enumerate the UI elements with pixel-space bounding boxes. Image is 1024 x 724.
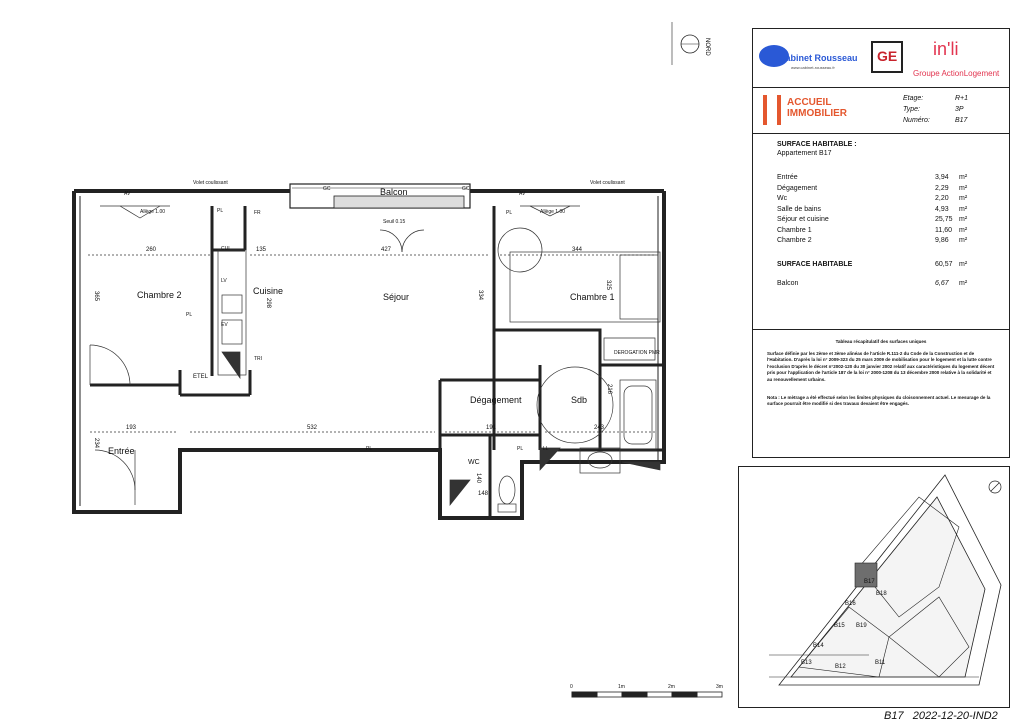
dim-135: 135 — [256, 247, 267, 253]
surface-name: Séjour et cuisine — [777, 216, 829, 223]
label-tri: TRI — [254, 356, 263, 362]
dim-234: 234 — [93, 437, 100, 449]
surface-value: 2,20 — [935, 195, 949, 202]
surface-unit: m² — [959, 205, 968, 213]
surface-value: 11,60 — [935, 226, 952, 234]
surface-value: 2,29 — [935, 184, 949, 192]
surface-row — [777, 184, 987, 195]
dim-334: 334 — [477, 289, 484, 301]
room-sdb: Sdb — [571, 395, 588, 405]
logo-inli: in'li Groupe ActionLogement — [913, 39, 1000, 78]
dim-260: 260 — [146, 247, 157, 253]
key-b13: B13 — [801, 660, 812, 666]
surface-unit: m² — [959, 237, 968, 244]
surface-unit: m² — [959, 216, 968, 223]
label-gc-1: GC — [323, 186, 331, 192]
notes-title: Tableau récapitulatif des surfaces uniques — [835, 339, 927, 344]
notes-body: Surface définie par les 2ème et 3ème alinéas de l'article R.111-2 du Code de la Construction et de l'Habitation. D'après la loi n° 2009-323 du 25 mars 2009 de mobilisation pour le logement et la lutte contre l'exclusion D'après le décret n°2002-120 du 30 janvier 2002 relatif aux caractéristiques du logement décent pris pour l'application de l'article 187 de la loi n° 2000-1208 du 13 décembre 2000 relative à la solidarité et au renouvellement urbains. — [767, 351, 995, 382]
label-pl-3: PL — [506, 210, 513, 216]
label-av-1: AV — [124, 191, 131, 197]
logo-accueil: ACCUEIL IMMOBILIER — [761, 93, 879, 129]
scale-3m: 3m — [716, 684, 723, 690]
key-b16: B16 — [845, 601, 856, 607]
outer-walls — [74, 191, 664, 518]
label-av-2: AV — [519, 191, 526, 197]
surface-name: Chambre 1 — [777, 226, 812, 234]
surface-unit: m² — [959, 226, 968, 234]
surface-name: Salle de bains — [777, 205, 821, 213]
label-lv: LV — [221, 278, 227, 284]
surfaces-list — [777, 173, 987, 247]
dim-216: 216 — [606, 383, 613, 395]
info-block: Etage: R+1 Type: 3P Numéro: B17 — [903, 95, 969, 124]
surface-unit: m² — [959, 184, 968, 192]
footer-ref: B17 2022-12-20-IND2 — [884, 710, 998, 722]
room-degagement: Dégagement — [470, 395, 522, 405]
scale-2m: 2m — [668, 684, 675, 690]
dim-243: 243 — [594, 425, 605, 431]
room-chambre1: Chambre 1 — [570, 292, 615, 302]
key-b14: B14 — [813, 643, 824, 649]
room-cuisine: Cuisine — [253, 286, 284, 296]
surface-subtitle: Appartement B17 — [777, 150, 832, 157]
key-b19: B19 — [856, 623, 867, 629]
dim-191: 191 — [486, 425, 497, 431]
surface-value: 4,93 — [935, 205, 949, 213]
key-b11: B11 — [875, 660, 886, 666]
surface-value: 3,94 — [935, 174, 949, 181]
north-compass — [672, 22, 710, 65]
surface-name: Dégagement — [777, 184, 818, 192]
room-entree: Entrée — [108, 446, 135, 456]
surface-row — [777, 226, 987, 237]
key-b12: B12 — [835, 664, 846, 670]
title-block — [752, 28, 1010, 458]
surface-row — [777, 173, 987, 184]
label-pl-5: PL — [517, 446, 524, 452]
room-chambre2: Chambre 2 — [137, 290, 182, 300]
dim-193: 193 — [126, 425, 137, 431]
scale-1m: 1m — [618, 684, 625, 690]
dim-344: 344 — [572, 247, 583, 253]
label-pl-1: PL — [217, 208, 224, 214]
surface-unit: m² — [959, 174, 968, 181]
surface-unit: m² — [959, 195, 968, 202]
room-sejour: Séjour — [383, 292, 410, 302]
surface-balcon: Balcon 6,67 m² — [777, 280, 968, 287]
label-ev: EV — [221, 322, 228, 328]
room-balcon: Balcon — [380, 187, 408, 197]
scale-bar — [572, 692, 722, 697]
surface-name: Entrée — [777, 174, 798, 181]
surface-row — [777, 194, 987, 205]
label-fr: FR — [254, 210, 261, 216]
label-pl-4: PL — [366, 446, 373, 452]
surface-name: Chambre 2 — [777, 237, 812, 244]
surface-name: Wc — [777, 195, 788, 202]
surface-total: SURFACE HABITABLE 60,57 m² — [777, 261, 968, 268]
surface-value: 25,75 — [935, 216, 953, 223]
notes-remark: Nota : Le mètrage a été effectué selon les limites physiques du cloisonnement actuel. Le mesurage de la surface pourrait être modifié si des travaux devaient être engagés. — [767, 395, 991, 407]
surface-title: SURFACE HABITABLE : — [777, 141, 857, 148]
dim-532: 532 — [307, 425, 318, 431]
key-b17: B17 — [864, 579, 875, 585]
compass-label: NORD — [704, 38, 710, 56]
label-volet-2: Volet coulissant — [590, 180, 625, 186]
surface-row — [777, 205, 987, 216]
dim-298: 298 — [265, 297, 272, 309]
label-gc-2: GC — [462, 186, 470, 192]
dim-427: 427 — [381, 247, 392, 253]
dim-140: 140 — [475, 472, 482, 484]
key-b15: B15 — [834, 623, 845, 629]
dim-325: 325 — [605, 279, 612, 291]
surface-row — [777, 215, 987, 226]
label-volet-1: Volet coulissant — [193, 180, 228, 186]
dim-148: 148 — [478, 491, 489, 497]
label-etel: ETEL — [193, 374, 209, 380]
key-plan — [738, 466, 1010, 708]
label-derogation: DEROGATION PMR — [614, 350, 660, 356]
key-b18: B18 — [876, 591, 887, 597]
scale-0: 0 — [570, 684, 573, 690]
key-plan-drawing — [739, 467, 1011, 709]
label-allege-1: Allège 1.00 — [140, 209, 166, 215]
dim-365: 365 — [93, 290, 100, 302]
room-wc: WC — [468, 459, 480, 466]
label-ll: LL — [543, 446, 549, 452]
surface-value: 9,86 — [935, 237, 949, 244]
logo-ge: GE — [871, 41, 903, 73]
logo-rousseau: Cabinet Rousseau www.cabinet-rousseau.fr — [759, 39, 859, 83]
label-seuil: Seuil 0.15 — [383, 219, 406, 225]
surface-row — [777, 236, 987, 247]
label-cui: CUI — [221, 246, 230, 252]
label-allege-2: Allège 1.00 — [540, 209, 566, 215]
label-pl-2: PL — [186, 312, 193, 318]
